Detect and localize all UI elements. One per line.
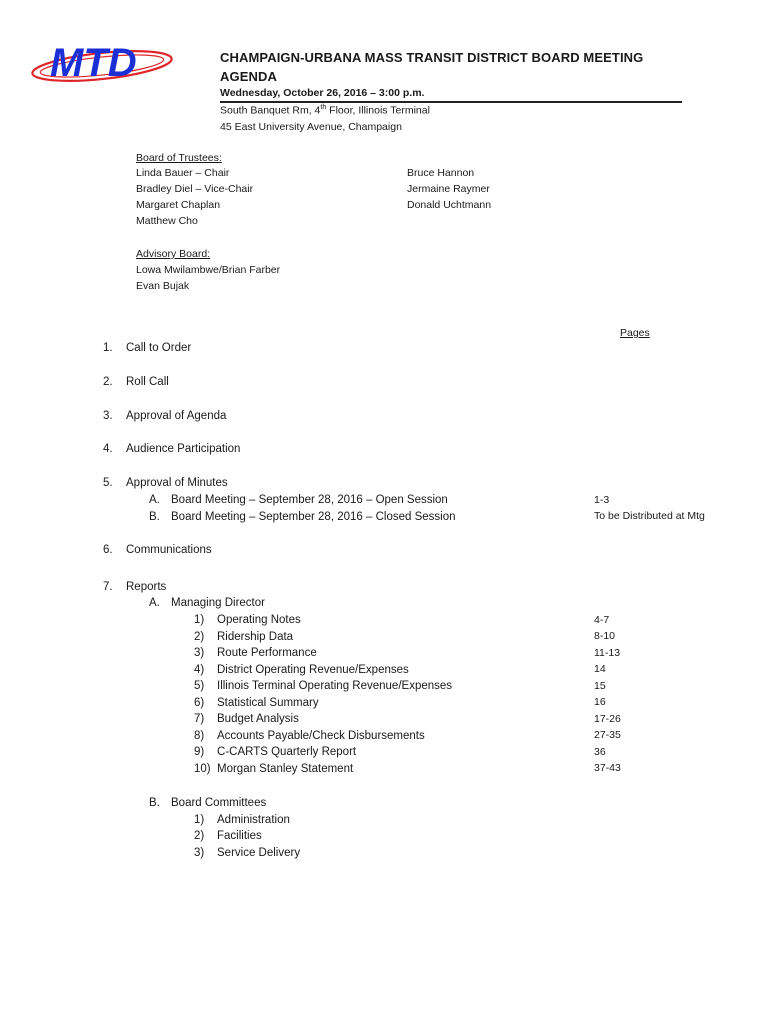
agenda-item-number: 7.: [103, 581, 113, 593]
page-ref: 36: [594, 746, 606, 758]
agenda-item-number: 2.: [103, 376, 113, 388]
page-ref: 17-26: [594, 713, 621, 725]
pages-heading: Pages: [620, 327, 650, 339]
agenda-item-number: 6.: [103, 544, 113, 556]
report-item: Operating Notes: [217, 614, 301, 626]
report-item: Statistical Summary: [217, 697, 319, 709]
report-item: Ridership Data: [217, 631, 294, 643]
report-number: 1): [194, 614, 205, 626]
board-committees-heading: Board Committees: [171, 797, 267, 809]
committee-item: Service Delivery: [217, 847, 301, 859]
managing-director-heading: Managing Director: [171, 597, 265, 609]
page-ref: 1-3: [594, 494, 610, 506]
subitem-letter: A.: [149, 494, 160, 506]
advisory-member: Lowa Mwilambwe/Brian Farber: [136, 264, 281, 276]
report-item: Morgan Stanley Statement: [217, 763, 354, 775]
agenda-item-reports: Reports: [126, 581, 167, 593]
page-ref: 16: [594, 696, 606, 708]
page-ref: 37-43: [594, 762, 621, 774]
committee-item: Facilities: [217, 830, 262, 842]
report-item: District Operating Revenue/Expenses: [217, 664, 409, 676]
subitem-letter: B.: [149, 797, 160, 809]
report-number: 7): [194, 713, 205, 725]
report-item: Accounts Payable/Check Disbursements: [217, 730, 425, 742]
report-number: 8): [194, 730, 205, 742]
agenda-item-number: 1.: [103, 342, 113, 354]
agenda-item-audience-participation: Audience Participation: [126, 443, 241, 455]
committee-number: 2): [194, 830, 205, 842]
logo-text: MTD: [50, 41, 137, 85]
agenda-item-communications: Communications: [126, 544, 212, 556]
trustee-name: Linda Bauer – Chair: [136, 167, 230, 179]
report-number: 6): [194, 697, 205, 709]
page-ref: 11-13: [594, 647, 621, 659]
trustee-name: Donald Uchtmann: [407, 199, 492, 211]
mtd-logo: [28, 38, 186, 86]
report-number: 2): [194, 631, 205, 643]
report-number: 4): [194, 664, 205, 676]
report-item: C-CARTS Quarterly Report: [217, 746, 357, 758]
meeting-title: CHAMPAIGN-URBANA MASS TRANSIT DISTRICT BOARD MEETING: [220, 50, 644, 65]
trustee-name: Jermaine Raymer: [407, 183, 490, 195]
agenda-item-approval-of-minutes: Approval of Minutes: [126, 477, 228, 489]
advisory-member: Evan Bujak: [136, 280, 190, 292]
agenda-item-number: 5.: [103, 477, 113, 489]
agenda-item-number: 3.: [103, 410, 113, 422]
trustee-name: Bradley Diel – Vice-Chair: [136, 183, 254, 195]
subitem-letter: B.: [149, 511, 160, 523]
agenda-title: AGENDA: [220, 69, 277, 84]
header-rule: [220, 101, 682, 103]
trustee-name: Matthew Cho: [136, 215, 198, 227]
report-item: Illinois Terminal Operating Revenue/Expenses: [217, 680, 453, 692]
page-ref: 27-35: [594, 729, 621, 741]
committee-item: Administration: [217, 814, 290, 826]
committee-number: 3): [194, 847, 205, 859]
report-number: 9): [194, 746, 205, 758]
page-ref: 4-7: [594, 614, 610, 626]
advisory-heading: Advisory Board:: [136, 248, 211, 260]
trustees-heading: Board of Trustees:: [136, 152, 222, 164]
agenda-item-number: 4.: [103, 443, 113, 455]
committee-number: 1): [194, 814, 205, 826]
page-ref: 15: [594, 680, 606, 692]
page-ref: 8-10: [594, 630, 616, 642]
trustee-name: Bruce Hannon: [407, 167, 475, 179]
report-number: 10): [194, 763, 211, 775]
meeting-location: South Banquet Rm, 4th Floor, Illinois Terminal: [220, 104, 430, 117]
page-ref: To be Distributed at Mtg: [594, 510, 705, 522]
report-number: 5): [194, 680, 205, 692]
report-item: Budget Analysis: [217, 713, 299, 725]
subitem-letter: A.: [149, 597, 160, 609]
trustee-name: Margaret Chaplan: [136, 199, 221, 211]
meeting-address: 45 East University Avenue, Champaign: [220, 121, 402, 133]
report-number: 3): [194, 647, 205, 659]
report-item: Route Performance: [217, 647, 317, 659]
minutes-open-session: Board Meeting – September 28, 2016 – Open Session: [171, 494, 448, 506]
page-ref: 14: [594, 663, 606, 675]
minutes-closed-session: Board Meeting – September 28, 2016 – Closed Session: [171, 511, 456, 523]
meeting-datetime: Wednesday, October 26, 2016 – 3:00 p.m.: [220, 87, 425, 99]
agenda-item-approval-of-agenda: Approval of Agenda: [126, 410, 227, 422]
agenda-item-roll-call: Roll Call: [126, 376, 169, 388]
agenda-item-call-to-order: Call to Order: [126, 342, 192, 354]
